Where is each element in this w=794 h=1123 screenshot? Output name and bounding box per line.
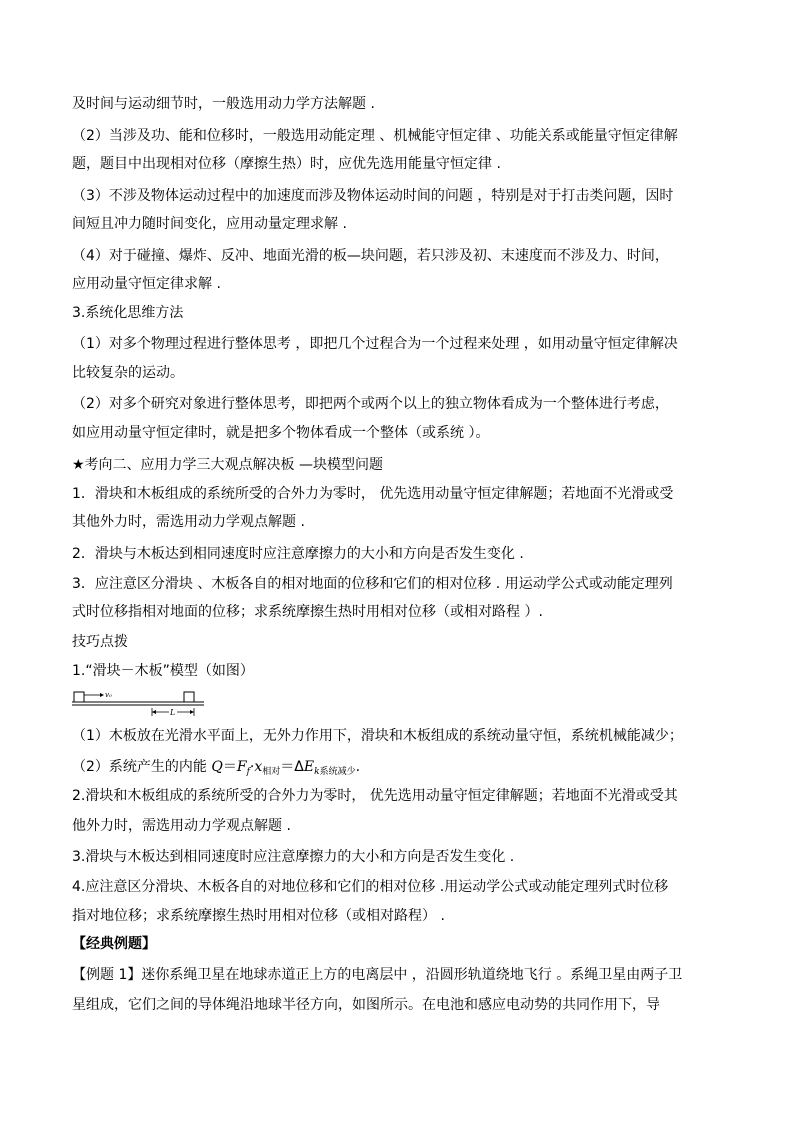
formula-x: x: [254, 759, 263, 775]
velocity-arrowhead: [100, 693, 104, 697]
formula-suffix: .: [355, 759, 361, 775]
formula-e: E: [303, 759, 315, 775]
formula-f-sub: f: [246, 767, 250, 777]
formula-q: Q: [211, 759, 223, 775]
text-line: 式时位移指相对地面的位移；求系统摩擦生热时用相对位移（或相对路程 ）.: [72, 604, 543, 620]
text-line: （2）当涉及功、能和位移时，一般选用动能定理 、机械能守恒定律 、功能关系或能量守恒定律解: [72, 128, 678, 144]
text-line: （4）对于碰撞、爆炸、反冲、地面光滑的板—块问题，若只涉及初、末速度而不涉及力、时间，: [72, 248, 669, 264]
formula-dot: ·: [249, 759, 255, 775]
slider-board-diagram: [72, 688, 204, 718]
formula-f: F: [236, 759, 247, 775]
length-label: L: [170, 708, 176, 717]
text-line: 他外力时，需选用动力学观点解题 .: [72, 818, 291, 834]
example-line: 【例题 1】迷你系绳卫星在地球赤道正上方的电离层中 ，沿圆形轨道绕地飞行 。系绳卫星由两子卫: [72, 967, 683, 983]
text-line: （3）不涉及物体运动过程中的加速度而涉及物体运动时间的问题 ，特别是对于打击类问题，因时: [72, 188, 674, 204]
text-line: （1）对多个物理过程进行整体思考 ，即把几个过程合为一个过程来处理 ，如用动量守恒定律解决: [72, 336, 678, 352]
text-line: 比较复杂的运动。: [72, 365, 184, 381]
formula-equals: ＝: [222, 759, 237, 775]
formula-line: [72, 757, 752, 782]
slider-block-left: [74, 692, 84, 702]
section-heading-examples: 【经典例题】: [72, 936, 156, 952]
text-line: （2）对多个研究对象进行整体思考，即把两个或两个以上的独立物体看成为一个整体进行考虑，: [72, 396, 669, 412]
formula-prefix: （2）系统产生的内能: [72, 759, 207, 775]
formula-equals-delta: ＝Δ: [280, 759, 304, 775]
text-line: （1）木板放在光滑水平面上，无外力作用下，滑块和木板组成的系统动量守恒，系统机械能减少；: [72, 728, 683, 744]
section-heading: ★考向二、应用力学三大观点解决板 —块模型问题: [72, 457, 383, 473]
length-arrowhead-right: [190, 710, 194, 714]
length-arrowhead-left: [152, 710, 156, 714]
text-line: 如应用动量守恒定律时，就是把多个物体看成一个整体（或系统 ）。: [72, 425, 490, 441]
text-line: 指对地位移；求系统摩擦生热时用相对位移（或相对路程） .: [72, 908, 445, 924]
text-line: 3．应注意区分滑块 、木板各自的相对地面的位移和它们的相对位移 . 用运动学公式或动能定理列: [72, 576, 673, 592]
text-line: 4.应注意区分滑块、木板各自的对地位移和它们的相对位移 .用运动学公式或动能定理列式时位移: [72, 879, 669, 895]
slider-block-right: [184, 692, 194, 702]
text-line: 1.“滑块－木板”模型（如图）: [72, 663, 254, 679]
text-line: 3.滑块与木板达到相同速度时应注意摩擦力的大小和方向是否发生变化 .: [72, 849, 515, 865]
text-line: 间短且冲力随时间变化，应用动量定理求解 .: [72, 216, 347, 232]
section-heading: 3.系统化思维方法: [72, 305, 184, 321]
formula-e-sub: 系统减少: [319, 767, 356, 777]
text-line: 2．滑块与木板达到相同速度时应注意摩擦力的大小和方向是否发生变化 .: [72, 546, 524, 562]
text-line: 1．滑块和木板组成的系统所受的合外力为零时， 优先选用动量守恒定律解题；若地面不光滑或受: [72, 486, 674, 502]
text-line: 及时间与运动细节时，一般选用动力学方法解题 .: [72, 96, 375, 112]
section-heading: 技巧点拨: [72, 634, 128, 650]
text-line: 题，题目中出现相对位移（摩擦生热）时，应优先选用能量守恒定律 .: [72, 156, 501, 172]
formula-x-sub: 相对: [262, 767, 281, 777]
text-line: 2.滑块和木板组成的系统所受的合外力为零时， 优先选用动量守恒定律解题；若地面不光滑或受其: [72, 788, 678, 804]
example-line: 星组成，它们之间的导体绳沿地球半径方向，如图所示。在电池和感应电动势的共同作用下，导: [72, 997, 660, 1013]
v0-label: v₀: [105, 691, 112, 699]
text-line: 其他外力时，需选用动力学观点解题 .: [72, 514, 305, 530]
formula-k-sub: k: [314, 767, 320, 777]
text-line: 应用动量守恒定律求解 .: [72, 276, 221, 292]
